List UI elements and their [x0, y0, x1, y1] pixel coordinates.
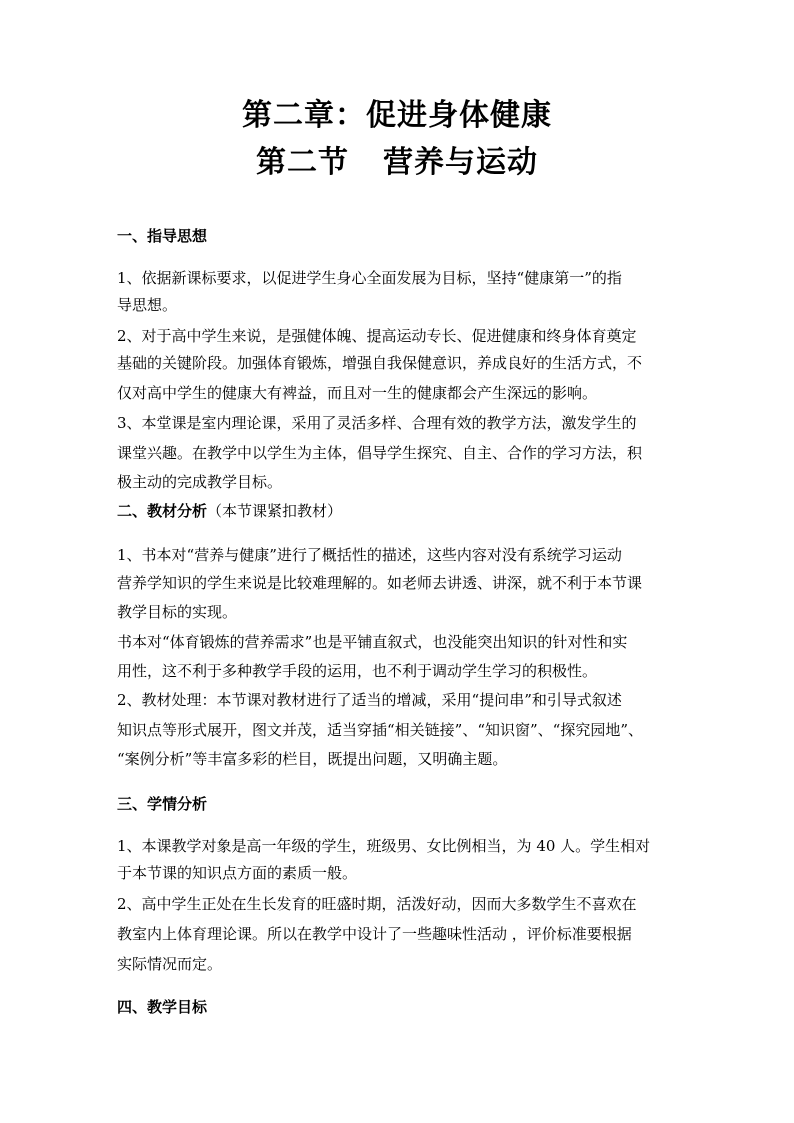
paragraph-line: 于本节课的知识点方面的素质一般。	[117, 864, 358, 882]
paragraph-line: 营养学知识的学生来说是比较难理解的。如老师去讲透、讲深，就不利于本节课	[117, 574, 643, 592]
paragraph-line: 课堂兴趣。在教学中以学生为主体，倡导学生探究、自主、合作的学习方法，积	[117, 444, 643, 462]
section-heading-student-analysis: 三、学情分析	[117, 795, 208, 813]
section-heading-teaching-goals: 四、教学目标	[117, 998, 208, 1016]
heading-note: （本节课紧扣教材）	[207, 502, 343, 520]
paragraph-line: 知识点等形式展开，图文并茂，适当穿插“相关链接”、“知识窗”、“探究园地”、	[117, 721, 644, 739]
paragraph-line: “案例分析”等丰富多彩的栏目，既提出问题，又明确主题。	[117, 750, 508, 768]
chapter-title: 第二章：促进身体健康	[242, 98, 552, 133]
section-heading-guiding-ideas: 一、指导思想	[117, 227, 208, 245]
section-number: 第二节	[256, 145, 349, 180]
paragraph-line: 教室内上体育理论课。所以在教学中设计了一些趣味性活动 ，评价标准要根据	[117, 925, 632, 943]
paragraph-line: 用性，这不利于多种教学手段的运用，也不利于调动学生学习的积极性。	[117, 662, 598, 680]
section-heading-textbook-analysis	[117, 501, 342, 521]
paragraph-line: 3、本堂课是室内理论课，采用了灵活多样、合理有效的教学方法，激发学生的	[117, 414, 637, 432]
paragraph-line: 仅对高中学生的健康大有裨益，而且对一生的健康都会产生深远的影响。	[117, 384, 598, 402]
paragraph-line: 教学目标的实现。	[117, 603, 238, 621]
paragraph-line: 1、本课教学对象是高一年级的学生，班级男、女比例相当，为 40 人。学生相对	[117, 837, 651, 855]
paragraph-line: 实际情况而定。	[117, 955, 223, 973]
paragraph-line: 2、对于高中学生来说，是强健体魄、提高运动专长、促进健康和终身体育奠定	[117, 327, 637, 345]
paragraph-line: 书本对“体育锻炼的营养需求”也是平铺直叙式，也没能突出知识的针对性和实	[117, 633, 628, 651]
paragraph-line: 基础的关键阶段。加强体育锻炼，增强自我保健意识，养成良好的生活方式，不	[117, 354, 643, 372]
paragraph-line: 极主动的完成教学目标。	[117, 473, 283, 491]
heading-text: 二、教材分析	[117, 502, 208, 520]
section-name: 营养与运动	[383, 145, 538, 180]
paragraph-line: 1、书本对“营养与健康”进行了概括性的描述，这些内容对没有系统学习运动	[117, 546, 622, 564]
section-title	[0, 143, 794, 183]
paragraph-line: 2、教材处理：本节课对教材进行了适当的增减，采用“提问串”和引导式叙述	[117, 691, 622, 709]
paragraph-line: 2、高中学生正处在生长发育的旺盛时期，活泼好动，因而大多数学生不喜欢在	[117, 895, 637, 913]
paragraph-line: 导思想。	[117, 296, 178, 314]
paragraph-line: 1、依据新课标要求，以促进学生身心全面发展为目标，坚持“健康第一”的指	[117, 269, 622, 287]
